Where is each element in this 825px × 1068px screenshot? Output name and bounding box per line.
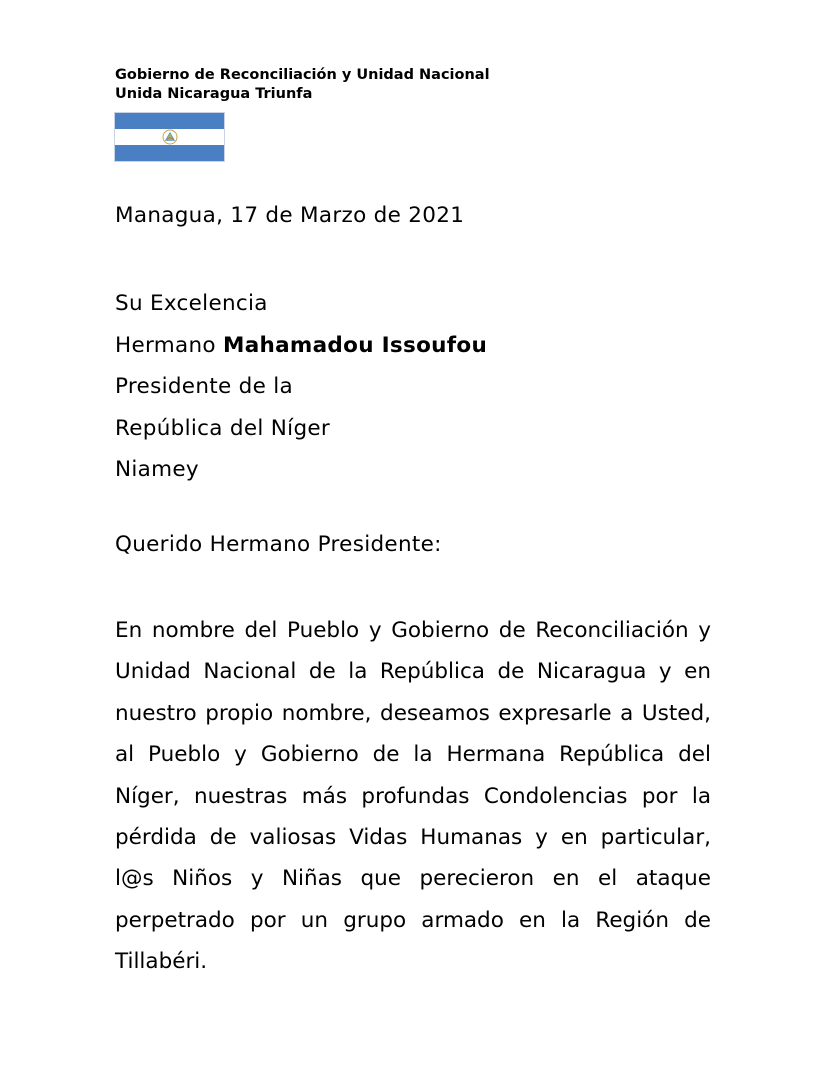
recipient-line-2 xyxy=(115,325,487,367)
salutation: Querido Hermano Presidente: xyxy=(115,532,442,557)
recipient-line-1: Su Excelencia xyxy=(115,291,268,316)
nicaragua-flag-icon xyxy=(114,112,225,162)
recipient-title-prefix: Hermano xyxy=(115,332,223,358)
letter-date: Managua, 17 de Marzo de 2021 xyxy=(115,203,465,228)
recipient-line-5: Niamey xyxy=(115,457,199,482)
recipient-line-4: República del Níger xyxy=(115,415,331,441)
recipient-line-3: Presidente de la xyxy=(115,374,294,399)
letterhead-line-2: Unida Nicaragua Triunfa xyxy=(115,86,313,102)
letterhead-line-1: Gobierno de Reconciliación y Unidad Nacional xyxy=(115,67,490,83)
coat-of-arms-icon xyxy=(162,129,178,145)
recipient-name: Mahamadou Issoufou xyxy=(223,332,488,358)
letter-body-paragraph: En nombre del Pueblo y Gobierno de Reconciliación y Unidad Nacional de la República de Nicaragua y en nuestro propio nombre, deseamos expresarle a Usted, al Pueblo y Gobierno de la Hermana República del Níger, nuestras más profundas Condolencias por la pérdida de valiosas Vidas Humanas y en particular, l@s Niños y Niñas que perecieron en el ataque perpetrado por un grupo armado en la Región de Tillabéri. xyxy=(115,618,711,975)
letterhead xyxy=(115,66,490,104)
recipient-address xyxy=(115,283,487,491)
